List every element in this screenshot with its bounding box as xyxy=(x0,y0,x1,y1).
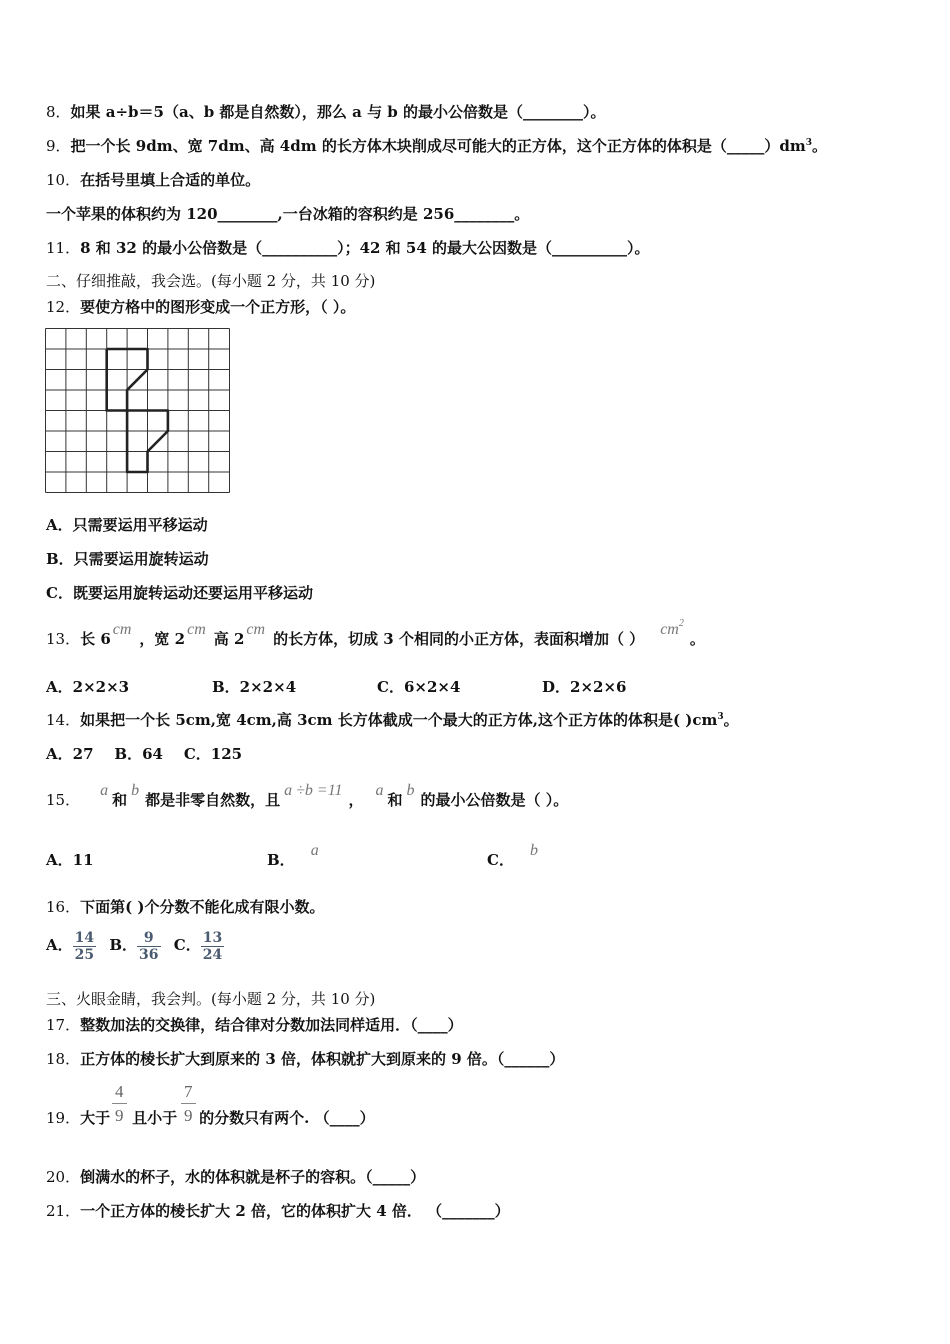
text-part: 大于 xyxy=(80,1109,111,1127)
question-number: 15． xyxy=(46,791,81,809)
fraction-4-9: 4 9 xyxy=(112,1083,127,1125)
question-end: 。 xyxy=(811,137,827,155)
question-end: 。 xyxy=(723,711,739,729)
unit-cm: cm xyxy=(660,621,679,638)
text-part: 都是非零自然数，且 xyxy=(145,791,281,809)
q14-options: A．27 B．64 C．125 xyxy=(46,745,243,763)
unit-cm: cm xyxy=(112,621,132,638)
q15-option-c xyxy=(487,842,538,871)
text-part: 长 6 xyxy=(80,630,111,648)
var-b: b xyxy=(406,782,415,799)
q15-option-a: A．11 xyxy=(46,851,94,869)
question-16 xyxy=(46,897,325,917)
q13-option-b: B．2×2×4 xyxy=(212,678,297,696)
question-text: 一个苹果的体积约为 120________,一台冰箱的容积约是 256________。 xyxy=(46,205,530,223)
var-a: a xyxy=(375,782,384,799)
superscript: 3 xyxy=(717,712,724,722)
q12-option-c: C．既要运用旋转运动还要运用平移运动 xyxy=(46,584,313,602)
question-number: 18． xyxy=(46,1050,81,1068)
text-part: 的最小公倍数是（ ）。 xyxy=(420,791,569,809)
superscript: 3 xyxy=(805,138,812,148)
question-19 xyxy=(46,1108,375,1128)
q13-option-d: D．2×2×6 xyxy=(542,678,627,696)
question-8 xyxy=(46,102,606,122)
q13-option-a: A．2×2×3 xyxy=(46,678,130,696)
question-10 xyxy=(46,170,260,190)
superscript: 2 xyxy=(678,618,684,629)
question-text: 正方体的棱长扩大到原来的 3 倍，体积就扩大到原来的 9 倍。（______） xyxy=(80,1050,565,1068)
text-and: 和 xyxy=(387,791,403,809)
question-text: 倒满水的杯子，水的体积就是杯子的容积。（_____） xyxy=(80,1168,426,1186)
question-number: 21． xyxy=(46,1202,81,1220)
option-label: C． xyxy=(487,851,514,869)
question-20 xyxy=(46,1167,425,1187)
question-9 xyxy=(46,136,827,159)
question-number: 17． xyxy=(46,1016,81,1034)
equation: a ÷b =11 xyxy=(284,782,343,799)
question-number: 8． xyxy=(46,103,71,121)
question-21 xyxy=(46,1201,510,1221)
option-a-label: A． xyxy=(46,936,73,954)
fraction-7-9: 7 9 xyxy=(181,1083,196,1125)
question-15 xyxy=(46,782,569,811)
unit-cm: cm xyxy=(246,621,266,638)
question-text: 下面第( )个分数不能化成有限小数。 xyxy=(80,898,325,916)
question-end: 。 xyxy=(689,630,705,648)
question-text: 整数加法的交换律，结合律对分数加法同样适用．（____） xyxy=(80,1016,463,1034)
q12-option-a: A．只需要运用平移运动 xyxy=(46,516,208,534)
question-number: 14． xyxy=(46,711,81,729)
question-number: 13． xyxy=(46,630,81,648)
question-14 xyxy=(46,710,739,733)
question-number: 19． xyxy=(46,1109,81,1127)
fraction-14-25: $\frac{14}{25}$ xyxy=(74,929,95,963)
question-text: 在括号里填上合适的单位。 xyxy=(80,171,261,189)
question-text: 把一个长 9dm、宽 7dm、高 4dm 的长方体木块削成尽可能大的正方体，这个正方体的体积是（_____）dm xyxy=(70,137,806,155)
question-13 xyxy=(46,618,705,652)
question-10-line2 xyxy=(46,204,529,224)
question-number: 11． xyxy=(46,239,81,257)
grid-figure xyxy=(45,328,232,493)
question-text: 如果把一个长 5cm,宽 4cm,高 3cm 长方体截成一个最大的正方体,这个正方体的体积是( )cm xyxy=(80,711,718,729)
var-b: b xyxy=(131,782,140,799)
option-c-label: C． xyxy=(173,936,201,954)
fraction-9-36: $\frac{9}{36}$ xyxy=(139,929,159,963)
var-a: a xyxy=(310,842,319,859)
section-2-heading: 二、仔细推敲，我会选。(每小题 2 分，共 10 分) xyxy=(46,272,376,290)
option-label: B． xyxy=(267,851,295,869)
fraction-13-24: $\frac{13}{24}$ xyxy=(202,929,223,963)
question-text: 一个正方体的棱长扩大 2 倍，它的体积扩大 4 倍． （_______） xyxy=(80,1202,510,1220)
q15-option-b xyxy=(267,842,319,871)
question-12 xyxy=(46,297,355,317)
text-part: 高 2 xyxy=(213,630,245,648)
question-text: 要使方格中的图形变成一个正方形，（ ）。 xyxy=(80,298,356,316)
question-text: 如果 a÷b＝5（a、b 都是自然数），那么 a 与 b 的最小公倍数是（________）。 xyxy=(70,103,606,121)
section-3-heading: 三、火眼金睛，我会判。(每小题 2 分，共 10 分) xyxy=(46,990,376,1008)
var-a: a xyxy=(100,782,109,799)
question-number: 20． xyxy=(46,1168,81,1186)
text-comma: ， xyxy=(348,791,364,809)
question-number: 10． xyxy=(46,171,81,189)
var-b: b xyxy=(529,842,538,859)
question-number: 12． xyxy=(46,298,81,316)
question-number: 9． xyxy=(46,137,71,155)
question-17 xyxy=(46,1015,463,1035)
text-part: ，宽 2 xyxy=(139,630,186,648)
text-part: 的长方体，切成 3 个相同的小正方体，表面积增加（ ） xyxy=(273,630,645,648)
q16-options xyxy=(46,925,224,965)
question-11 xyxy=(46,238,650,258)
question-18 xyxy=(46,1049,564,1069)
question-text: 8 和 32 的最小公倍数是（__________）；42 和 54 的最大公因数是（__________）。 xyxy=(80,239,650,257)
q12-option-b: B．只需要运用旋转运动 xyxy=(46,550,209,568)
text-part: 且小于 xyxy=(132,1109,178,1127)
unit-cm: cm xyxy=(187,621,206,638)
text-part: 的分数只有两个. （____） xyxy=(199,1109,375,1127)
text-and: 和 xyxy=(112,791,128,809)
option-b-label: B． xyxy=(109,936,138,954)
question-number: 16． xyxy=(46,898,81,916)
q13-option-c: C．6×2×4 xyxy=(377,678,461,696)
